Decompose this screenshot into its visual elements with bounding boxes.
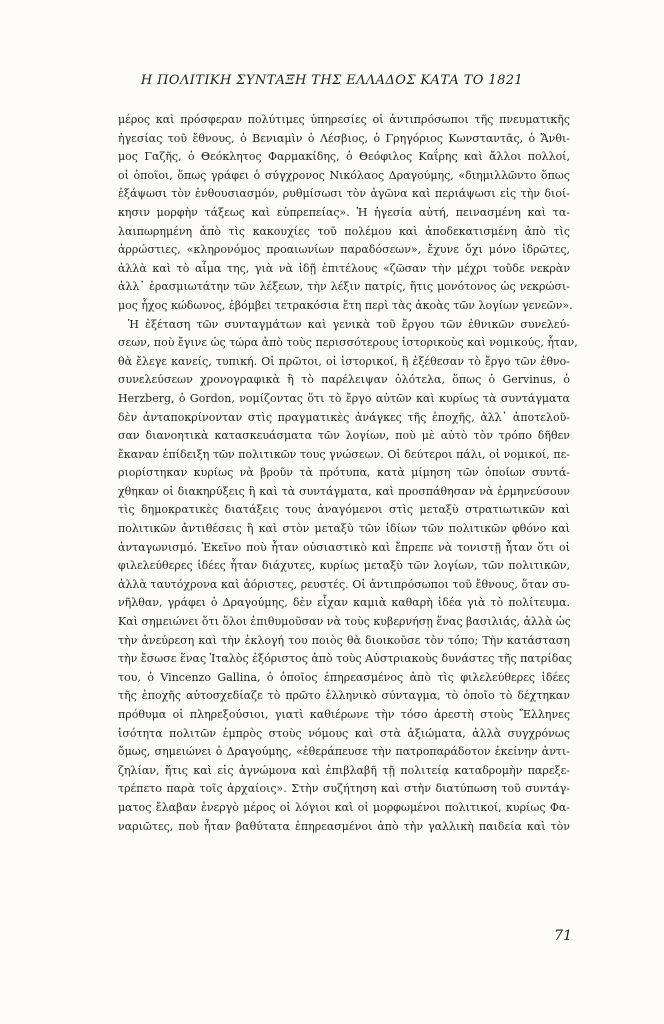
text-line: τὴν ἀνεύρεση καὶ τὴν ἐκλογή του ποιὸς θὰ διοικοῦσε τὸν τόπο; Τὴν κατάσταση [118,633,570,647]
text-line: Καὶ σημειώνει ὅτι ὅλοι ἐπιθυμοῦσαν νὰ τοὺς κυβερνήσῃ ἕνας βασιλιάς, ἀλλὰ ὡς [118,615,571,629]
text-line: κησιν μορφὴν τάξεως καὶ εὐπρεπείας». Ἡ ἡγεσία αὐτή, πεινασμένη καὶ τα- [118,205,570,219]
paragraph-2 [118,316,578,837]
text-line: σεων, ποὺ ἔγινε ὡς τώρα ἀπὸ τοὺς περισσότερους ἱστορικοὺς καὶ νομικούς, ἦταν, [118,336,578,350]
text-line: ἔκαναν ἐπίδειξη τῶν πολιτικῶν τους γνώσεων. Οἱ δεύτεροι πάλι, οἱ νομικοί, πε- [118,447,570,461]
text-line: σαν διανοητικὰ κατασκευάσματα τῶν λογίων, ποὺ μὲ αὐτὸ τὸν τρόπο δῆθεν [118,429,570,443]
text-line: λαιπωρημένη ἀπὸ τὶς κακουχίες τοῦ πολέμου καὶ ἀποδεκατισμένη ἀπὸ τὶς [118,224,570,238]
text-line: του, ὁ Vincenzo Gallina, ὁ ὁποῖος ἐπηρεασμένος ἀπὸ τὶς φιλελεύθερες ἰδέες [118,670,570,684]
page-number: 71 [554,928,572,944]
text-line: τρέπετο παρὰ τοῖς ἀρχαίοις». Στὴν συζήτηση καὶ στὴν διατύπωση τοῦ συντάγ- [118,782,570,796]
text-line: ἀλλὰ ταυτόχρονα καὶ ἀόριστες, ρευστές. Οἱ ἀντιπρόσωποι τοῦ ἔθνους, ὅταν συ- [118,577,570,591]
text-line: φιλελεύθερες ἰδέες ἦταν διάχυτες, κυρίως μεταξὺ τῶν λογίων, τῶν πολιτικῶν, [118,559,570,573]
text-line: ἀρρώστιες, «κληρονόμος προαιωνίων παραδόσεων», ἔχυνε ὄχι μόνο ἱδρῶτες, [118,243,570,257]
text-line: μος Γαζῆς, ὁ Θεόκλητος Φαρμακίδης, ὁ Θεόφιλος Καΐρης καὶ ἄλλοι πολλοί, [118,150,570,164]
text-line: ἡγεσίας τοῦ ἔθνους, ὁ Βενιαμὶν ὁ Λέσβιος, ὁ Γρηγόριος Κωνσταντᾶς, ὁ Ἄνθι- [118,131,570,145]
text-line: τῆς ἐποχῆς αὐτοσχεδίαζε τὸ πρῶτο ἑλληνικὸ σύνταγμα, τὸ ὁποῖο τὸ δέχτηκαν [118,689,570,703]
paragraph-1 [118,111,573,316]
text-line: οἱ ὁποῖοι, ὅπως γράφει ὁ σύγχρονος Νικόλαος Δραγούμης, «διημιλλῶντο ὅπως [118,168,570,182]
text-line: νῆλθαν, γράφει ὁ Δραγούμης, δὲν εἶχαν καμιὰ καθαρὴ ἰδέα γιὰ τὸ πολίτευμα. [118,596,570,610]
text-line: ἰσότητα πολιτῶν ἐμπρὸς στοὺς νόμους καὶ στὰ ἀξιώματα, ἀλλὰ συγχρόνως [118,726,570,740]
text-line: μέρος καὶ πρόσφεραν πολύτιμες ὑπηρεσίες οἱ ἀντιπρόσωποι τῆς πνευματικῆς [118,113,570,126]
text-line: τὴν ἔσωσε ἕνας Ἰταλὸς ἐξόριστος ἀπὸ τοὺς Αὐστριακοὺς δυνάστες τῆς πατρίδας [118,652,572,666]
text-line: ἀλλὰ καὶ τὸ αἷμα της, γιὰ νὰ ἰδῇ ἐπιτέλους «ζῶσαν τὴν μέχρι τοῦδε νεκρὰν [118,261,570,275]
text-line: θὰ ἔλεγε κανείς, τυπική. Οἱ πρῶτοι, οἱ ἱστορικοί, ἢ ἐξέθεσαν τὸ ἔργο τῶν ἐθνο- [118,354,570,368]
text-line: συνελεύσεων χρονογραφικὰ ἢ τὸ παρέλειψαν ὁλότελα, ὅπως ὁ Gervinus, ὁ [118,373,570,387]
text-line: πολιτικῶν ἀντιθέσεις ἢ καὶ στὸν μεταξὺ τῶν ἰδίων τῶν πολιτικῶν φθόνο καὶ [118,522,570,536]
running-title: Η ΠΟΛΙΤΙΚΗ ΣΥΝΤΑΞΗ ΤΗΣ ΕΛΛΑΔΟΣ ΚΑΤΑ ΤΟ 1821 [140,73,524,88]
text-line: ἀλλ᾽ ἐρασμιωτάτην τῶν λέξεων, τὴν λέξιν πατρίς, ἥτις μονότονος ὡς νεκρώσι- [118,280,570,294]
text-line: Herzberg, ὁ Gordon, νομίζοντας ὅτι τὸ ἔργο αὐτῶν καὶ κυρίως τὰ συντάγματα [118,391,570,405]
text-line: πρόθυμα οἱ πληρεξούσιοι, γιατὶ καθιέρωνε τὴν τόσο ἀρεστὴ στοὺς Ἕλληνες [118,708,570,721]
text-line: μος ἦχος κώδωνος, ἐβόμβει τετρακόσια ἔτη περὶ τὰς ἀκοὰς τῶν λογίων γενεῶν». [118,298,573,312]
text-line: ἐξάψωσι τὸν ἐνθουσιασμόν, ρυθμίσωσι τὸν ἀγῶνα καὶ περιάψωσι εἰς τὴν διοί- [118,187,570,201]
text-line: ριορίστηκαν κυρίως νὰ βροῦν τὰ πρότυπα, κατὰ μίμηση τῶν ὁποίων συντά- [118,466,570,480]
body-text [118,111,578,836]
text-line: ζηλίαν, ἥτις καὶ εἰς ἀγνώμονα καὶ ἐπιβλαβῆ τῇ πολιτείᾳ καταδρομὴν παρεξε- [118,763,570,777]
text-line: Ἡ ἐξέταση τῶν συνταγμάτων καὶ γενικὰ τοῦ ἔργου τῶν ἐθνικῶν συνελεύ- [128,317,570,331]
text-line: τὶς δημοκρατικὲς διατάξεις τους ἀναγόμενοι στὶς μεταξὺ στρατιωτικῶν καὶ [118,503,570,517]
text-line: ναριῶτες, ποὺ ἦταν βαθύτατα ἐπηρεασμένοι ἀπὸ τὴν γαλλικὴ παιδεία καὶ τὸν [118,819,570,833]
text-line: ὅμως, σημειώνει ὁ Δραγούμης, «ἐθεράπευσε τὴν πατροπαράδοτον ἐκείνην ἀντι- [118,745,570,759]
text-line: ἀνταγωνισμό. Ἐκεῖνο ποὺ ἦταν οὐσιαστικὸ καὶ ἔπρεπε νὰ τονιστῇ ἦταν ὅτι οἱ [118,540,570,554]
text-line: ματος ἔλαβαν ἐνεργὸ μέρος οἱ λόγιοι καὶ οἱ μορφωμένοι πολιτικοί, κυρίως Φα- [118,800,570,814]
text-line: δὲν ἀνταποκρίνονταν στὶς πραγματικὲς ἀνάγκες τῆς ἐποχῆς, ἀλλ᾽ ἀποτελοῦ- [118,410,570,424]
text-line: χθηκαν οἱ διακηρύξεις ἢ καὶ τὰ συντάγματα, καὶ προσπάθησαν νὰ ἑρμηνεύσουν [118,484,570,498]
